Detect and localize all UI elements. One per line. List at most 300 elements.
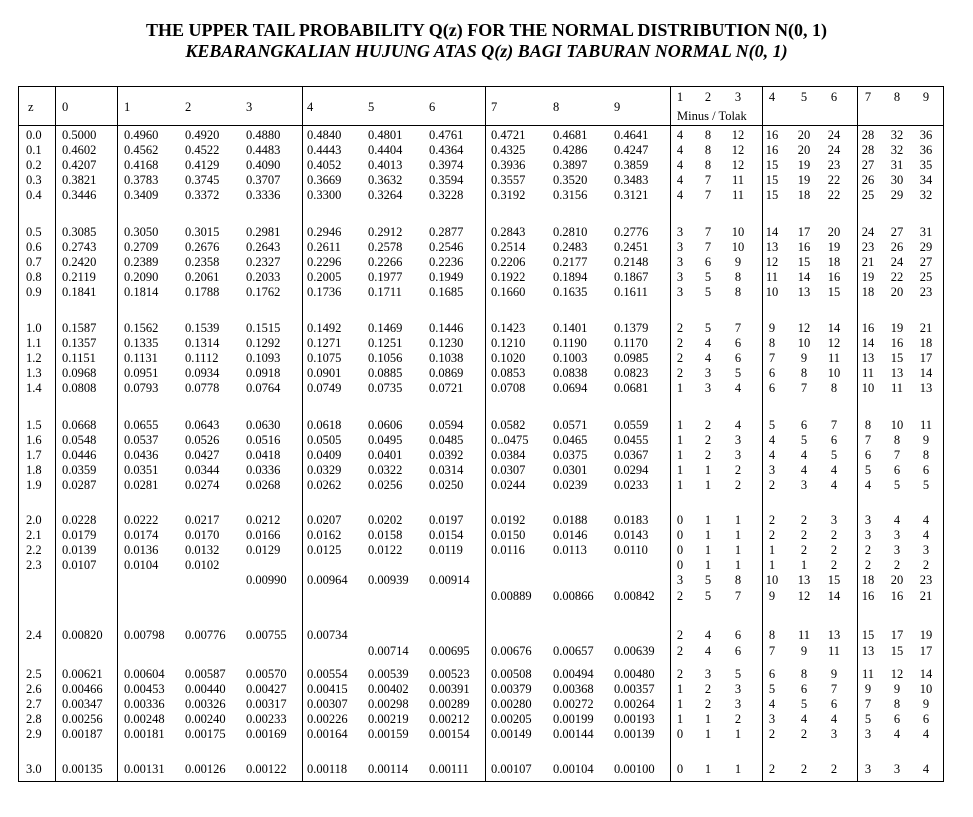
difference-value: 13 <box>861 351 875 365</box>
probability-value: 0.0901 <box>307 366 342 380</box>
difference-value: 6 <box>864 448 872 462</box>
difference-value: 24 <box>827 143 841 157</box>
difference-value: 32 <box>919 188 933 202</box>
difference-value: 26 <box>861 173 875 187</box>
probability-value: 0.00714 <box>368 644 409 658</box>
difference-value: 8 <box>864 418 872 432</box>
probability-value: 0.0409 <box>307 448 342 462</box>
probability-value: 0.00539 <box>368 667 409 681</box>
probability-value: 0.1401 <box>553 321 588 335</box>
difference-value: 2 <box>704 697 712 711</box>
probability-value: 0.0951 <box>124 366 159 380</box>
probability-value: 0.00347 <box>62 697 103 711</box>
probability-value: 0.4681 <box>553 128 588 142</box>
column-rule <box>485 86 486 782</box>
probability-value: 0.0336 <box>246 463 281 477</box>
difference-value: 8 <box>734 270 742 284</box>
probability-value: 0.00280 <box>491 697 532 711</box>
difference-value: 1 <box>768 558 776 572</box>
probability-value: 0.00734 <box>307 628 348 642</box>
column-header: 3 <box>246 100 253 114</box>
probability-value: 0.0548 <box>62 433 97 447</box>
difference-value: 7 <box>800 381 808 395</box>
z-value: 0.2 <box>26 158 42 172</box>
probability-value: 0.4880 <box>246 128 281 142</box>
column-header: 9 <box>614 100 621 114</box>
difference-value: 5 <box>864 712 872 726</box>
difference-value: 4 <box>800 463 808 477</box>
probability-value: 0.3264 <box>368 188 403 202</box>
difference-value: 29 <box>890 188 904 202</box>
difference-value: 2 <box>768 762 776 776</box>
difference-value: 2 <box>800 543 808 557</box>
difference-value: 5 <box>830 448 838 462</box>
column-header: 5 <box>368 100 375 114</box>
probability-value: 0.2033 <box>246 270 281 284</box>
probability-value: 0.2546 <box>429 240 464 254</box>
probability-value: 0.1788 <box>185 285 220 299</box>
probability-value: 0.00523 <box>429 667 470 681</box>
probability-value: 0.3228 <box>429 188 464 202</box>
probability-value: 0.0735 <box>368 381 403 395</box>
difference-value: 7 <box>704 240 712 254</box>
probability-value: 0.2578 <box>368 240 403 254</box>
probability-value: 0.0465 <box>553 433 588 447</box>
probability-value: 0.0217 <box>185 513 220 527</box>
probability-value: 0.0287 <box>62 478 97 492</box>
probability-value: 0.0526 <box>185 433 220 447</box>
difference-value: 2 <box>800 528 808 542</box>
difference-value: 2 <box>893 558 901 572</box>
difference-value: 2 <box>676 589 684 603</box>
difference-value: 15 <box>765 173 779 187</box>
probability-value: 0.3594 <box>429 173 464 187</box>
difference-value: 20 <box>890 573 904 587</box>
probability-value: 0.0329 <box>307 463 342 477</box>
difference-value: 5 <box>734 366 742 380</box>
probability-value: 0.1190 <box>553 336 587 350</box>
column-header: 8 <box>553 100 560 114</box>
difference-value: 3 <box>676 285 684 299</box>
probability-value: 0.00494 <box>553 667 594 681</box>
probability-value: 0.00695 <box>429 644 470 658</box>
difference-value: 1 <box>704 513 712 527</box>
probability-value: 0.1251 <box>368 336 403 350</box>
probability-value: 0.0119 <box>429 543 463 557</box>
probability-value: 0.0239 <box>553 478 588 492</box>
difference-value: 17 <box>797 225 811 239</box>
difference-value: 5 <box>768 418 776 432</box>
probability-value: 0.0495 <box>368 433 403 447</box>
difference-value: 6 <box>922 463 930 477</box>
probability-value: 0.0681 <box>614 381 649 395</box>
probability-value: 0.0606 <box>368 418 403 432</box>
z-value: 3.0 <box>26 762 42 776</box>
probability-value: 0.1685 <box>429 285 464 299</box>
difference-value: 2 <box>734 463 742 477</box>
z-value: 1.2 <box>26 351 42 365</box>
difference-value: 6 <box>800 418 808 432</box>
difference-value: 26 <box>890 240 904 254</box>
probability-value: 0.4602 <box>62 143 97 157</box>
probability-value: 0.0192 <box>491 513 526 527</box>
difference-value: 0 <box>676 543 684 557</box>
difference-value: 18 <box>861 573 875 587</box>
probability-value: 0.00149 <box>491 727 532 741</box>
difference-value: 23 <box>919 573 933 587</box>
probability-value: 0.00289 <box>429 697 470 711</box>
probability-value: 0.00842 <box>614 589 655 603</box>
probability-value: 0.0655 <box>124 418 159 432</box>
z-value: 1.5 <box>26 418 42 432</box>
probability-value: 0.4013 <box>368 158 403 172</box>
difference-value: 4 <box>734 381 742 395</box>
probability-value: 0.00233 <box>246 712 287 726</box>
difference-value: 13 <box>861 644 875 658</box>
difference-value: 19 <box>797 158 811 172</box>
probability-value: 0.00107 <box>491 762 532 776</box>
probability-value: 0.2451 <box>614 240 649 254</box>
probability-value: 0.00248 <box>124 712 165 726</box>
difference-value: 3 <box>864 762 872 776</box>
probability-value: 0.3192 <box>491 188 526 202</box>
difference-value: 12 <box>797 589 811 603</box>
z-value: 0.0 <box>26 128 42 142</box>
difference-value: 4 <box>768 697 776 711</box>
probability-value: 0.0934 <box>185 366 220 380</box>
probability-value: 0.4325 <box>491 143 526 157</box>
difference-value: 14 <box>827 589 841 603</box>
probability-value: 0.0869 <box>429 366 464 380</box>
probability-value: 0.00181 <box>124 727 165 741</box>
difference-value: 0 <box>676 513 684 527</box>
probability-value: 0.4960 <box>124 128 159 142</box>
probability-value: 0.4641 <box>614 128 649 142</box>
difference-value: 28 <box>861 143 875 157</box>
probability-value: 0.1841 <box>62 285 97 299</box>
difference-value: 25 <box>919 270 933 284</box>
difference-value: 3 <box>704 381 712 395</box>
probability-value: 0.4286 <box>553 143 588 157</box>
probability-value: 0.3974 <box>429 158 464 172</box>
difference-value: 14 <box>861 336 875 350</box>
probability-value: 0.0301 <box>553 463 588 477</box>
difference-value: 10 <box>731 240 745 254</box>
difference-value: 4 <box>704 628 712 642</box>
difference-value: 12 <box>731 128 745 142</box>
probability-value: 0.0183 <box>614 513 649 527</box>
difference-value: 2 <box>830 558 838 572</box>
probability-value: 0.1977 <box>368 270 403 284</box>
difference-value: 4 <box>922 727 930 741</box>
difference-value: 3 <box>864 528 872 542</box>
column-header: 2 <box>185 100 192 114</box>
probability-value: 0.0202 <box>368 513 403 527</box>
difference-value: 8 <box>800 667 808 681</box>
probability-value: 0.0268 <box>246 478 281 492</box>
difference-value: 18 <box>861 285 875 299</box>
probability-value: 0.00212 <box>429 712 470 726</box>
column-rule <box>670 86 671 782</box>
probability-value: 0.00453 <box>124 682 165 696</box>
z-value: 0.8 <box>26 270 42 284</box>
probability-value: 0.1660 <box>491 285 526 299</box>
probability-value: 0.1894 <box>553 270 588 284</box>
difference-value: 5 <box>864 463 872 477</box>
header-divider <box>18 125 944 126</box>
difference-value: 14 <box>919 366 933 380</box>
probability-value: 0.0322 <box>368 463 403 477</box>
probability-value: 0..0475 <box>491 433 529 447</box>
difference-value: 19 <box>797 173 811 187</box>
probability-value: 0.2810 <box>553 225 588 239</box>
probability-value: 0.1020 <box>491 351 526 365</box>
probability-value: 0.0143 <box>614 528 649 542</box>
difference-value: 9 <box>768 589 776 603</box>
probability-value: 0.00587 <box>185 667 226 681</box>
probability-value: 0.00755 <box>246 628 287 642</box>
difference-value: 11 <box>731 188 745 202</box>
probability-value: 0.0102 <box>185 558 220 572</box>
probability-value: 0.0154 <box>429 528 464 542</box>
difference-value: 3 <box>734 448 742 462</box>
probability-value: 0.2266 <box>368 255 403 269</box>
difference-value: 8 <box>830 381 838 395</box>
difference-value: 11 <box>731 173 745 187</box>
difference-value: 27 <box>919 255 933 269</box>
probability-value: 0.00336 <box>124 697 165 711</box>
z-value: 2.6 <box>26 682 42 696</box>
probability-value: 0.0262 <box>307 478 342 492</box>
difference-value: 14 <box>919 667 933 681</box>
difference-value: 17 <box>919 644 933 658</box>
difference-value: 4 <box>922 528 930 542</box>
difference-value: 12 <box>827 336 841 350</box>
difference-value: 5 <box>704 321 712 335</box>
difference-value: 3 <box>800 478 808 492</box>
probability-value: 0.0749 <box>307 381 342 395</box>
probability-value: 0.3050 <box>124 225 159 239</box>
probability-value: 0.1423 <box>491 321 526 335</box>
probability-value: 0.0427 <box>185 448 220 462</box>
probability-value: 0.4840 <box>307 128 342 142</box>
minus-tolak-label: Minus / Tolak <box>677 109 747 123</box>
difference-value: 36 <box>919 143 933 157</box>
difference-value: 5 <box>893 478 901 492</box>
probability-value: 0.00226 <box>307 712 348 726</box>
difference-value: 6 <box>768 381 776 395</box>
difference-value: 2 <box>830 528 838 542</box>
difference-value: 1 <box>676 463 684 477</box>
probability-value: 0.3300 <box>307 188 342 202</box>
probability-value: 0.3156 <box>553 188 588 202</box>
difference-value: 1 <box>704 558 712 572</box>
probability-value: 0.4404 <box>368 143 403 157</box>
difference-value: 3 <box>768 712 776 726</box>
probability-value: 0.0256 <box>368 478 403 492</box>
probability-value: 0.0146 <box>553 528 588 542</box>
difference-value: 16 <box>890 589 904 603</box>
probability-value: 0.00866 <box>553 589 594 603</box>
probability-value: 0.4562 <box>124 143 159 157</box>
column-header: 4 <box>307 100 314 114</box>
difference-value: 20 <box>797 143 811 157</box>
difference-value: 5 <box>704 573 712 587</box>
probability-value: 0.00570 <box>246 667 287 681</box>
column-header: 7 <box>491 100 498 114</box>
column-rule <box>762 86 763 782</box>
probability-value: 0.3669 <box>307 173 342 187</box>
probability-value: 0.0158 <box>368 528 403 542</box>
probability-value: 0.0764 <box>246 381 281 395</box>
z-value: 2.1 <box>26 528 42 542</box>
probability-value: 0.00205 <box>491 712 532 726</box>
probability-value: 0.0392 <box>429 448 464 462</box>
probability-value: 0.00118 <box>307 762 348 776</box>
z-value: 2.3 <box>26 558 42 572</box>
difference-value: 12 <box>731 158 745 172</box>
probability-value: 0.1587 <box>62 321 97 335</box>
probability-value: 0.1075 <box>307 351 342 365</box>
difference-value: 8 <box>893 697 901 711</box>
difference-value: 13 <box>890 366 904 380</box>
probability-value: 0.0985 <box>614 351 649 365</box>
probability-value: 0.00639 <box>614 644 655 658</box>
probability-value: 0.1038 <box>429 351 464 365</box>
probability-value: 0.00889 <box>491 589 532 603</box>
probability-value: 0.0222 <box>124 513 159 527</box>
difference-value: 1 <box>676 381 684 395</box>
probability-value: 0.00368 <box>553 682 594 696</box>
probability-value: 0.0150 <box>491 528 526 542</box>
difference-value: 8 <box>734 285 742 299</box>
probability-value: 0.4207 <box>62 158 97 172</box>
probability-value: 0.00264 <box>614 697 655 711</box>
difference-value: 8 <box>768 336 776 350</box>
difference-value: 4 <box>768 448 776 462</box>
probability-value: 0.1210 <box>491 336 526 350</box>
difference-value: 10 <box>765 573 779 587</box>
difference-value: 22 <box>827 173 841 187</box>
difference-value: 3 <box>864 513 872 527</box>
probability-value: 0.3483 <box>614 173 649 187</box>
probability-value: 0.00307 <box>307 697 348 711</box>
difference-header: 1 <box>676 90 684 104</box>
probability-value: 0.4168 <box>124 158 159 172</box>
difference-value: 18 <box>827 255 841 269</box>
z-value: 1.9 <box>26 478 42 492</box>
difference-value: 4 <box>922 513 930 527</box>
difference-value: 3 <box>676 240 684 254</box>
probability-value: 0.0455 <box>614 433 649 447</box>
difference-value: 6 <box>704 255 712 269</box>
probability-value: 0.0436 <box>124 448 159 462</box>
probability-value: 0.00154 <box>429 727 470 741</box>
probability-value: 0.0174 <box>124 528 159 542</box>
difference-header: 8 <box>893 90 901 104</box>
probability-value: 0.00159 <box>368 727 409 741</box>
probability-value: 0.0559 <box>614 418 649 432</box>
probability-value: 0.00939 <box>368 573 409 587</box>
probability-value: 0.00508 <box>491 667 532 681</box>
difference-value: 4 <box>864 478 872 492</box>
difference-value: 23 <box>827 158 841 172</box>
probability-value: 0.0793 <box>124 381 159 395</box>
difference-value: 2 <box>800 513 808 527</box>
difference-value: 4 <box>676 128 684 142</box>
difference-value: 7 <box>830 418 838 432</box>
probability-value: 0.3897 <box>553 158 588 172</box>
probability-value: 0.0250 <box>429 478 464 492</box>
difference-value: 14 <box>765 225 779 239</box>
probability-value: 0.0643 <box>185 418 220 432</box>
probability-value: 0.0823 <box>614 366 649 380</box>
probability-value: 0.0853 <box>491 366 526 380</box>
difference-value: 2 <box>864 543 872 557</box>
difference-value: 11 <box>827 644 841 658</box>
difference-value: 2 <box>768 478 776 492</box>
difference-value: 8 <box>922 448 930 462</box>
probability-value: 0.3783 <box>124 173 159 187</box>
difference-value: 6 <box>734 351 742 365</box>
probability-value: 0.1736 <box>307 285 342 299</box>
probability-value: 0.2090 <box>124 270 159 284</box>
difference-value: 8 <box>704 143 712 157</box>
probability-value: 0.2420 <box>62 255 97 269</box>
probability-value: 0.3745 <box>185 173 220 187</box>
difference-value: 1 <box>704 528 712 542</box>
difference-value: 5 <box>734 667 742 681</box>
difference-value: 0 <box>676 558 684 572</box>
difference-value: 11 <box>827 351 841 365</box>
probability-value: 0.2483 <box>553 240 588 254</box>
difference-value: 3 <box>734 697 742 711</box>
probability-value: 0.0132 <box>185 543 220 557</box>
difference-value: 3 <box>704 667 712 681</box>
difference-value: 6 <box>893 712 901 726</box>
probability-value: 0.00402 <box>368 682 409 696</box>
difference-header: 6 <box>830 90 838 104</box>
difference-value: 1 <box>734 727 742 741</box>
difference-value: 0 <box>676 727 684 741</box>
probability-value: 0.0162 <box>307 528 342 542</box>
probability-value: 0.0708 <box>491 381 526 395</box>
difference-value: 21 <box>919 321 933 335</box>
difference-value: 1 <box>704 712 712 726</box>
difference-value: 24 <box>827 128 841 142</box>
probability-value: 0.4761 <box>429 128 464 142</box>
difference-value: 7 <box>768 351 776 365</box>
probability-value: 0.0212 <box>246 513 281 527</box>
difference-value: 20 <box>797 128 811 142</box>
difference-value: 8 <box>704 158 712 172</box>
z-value: 2.7 <box>26 697 42 711</box>
probability-value: 0.00126 <box>185 762 226 776</box>
difference-value: 16 <box>827 270 841 284</box>
probability-value: 0.00798 <box>124 628 165 642</box>
difference-value: 4 <box>676 158 684 172</box>
difference-value: 31 <box>890 158 904 172</box>
z-value: 0.6 <box>26 240 42 254</box>
difference-value: 1 <box>704 727 712 741</box>
difference-value: 7 <box>704 173 712 187</box>
difference-header: 3 <box>734 90 742 104</box>
difference-value: 10 <box>919 682 933 696</box>
difference-value: 23 <box>919 285 933 299</box>
difference-value: 28 <box>861 128 875 142</box>
probability-value: 0.0808 <box>62 381 97 395</box>
probability-value: 0.1151 <box>62 351 96 365</box>
